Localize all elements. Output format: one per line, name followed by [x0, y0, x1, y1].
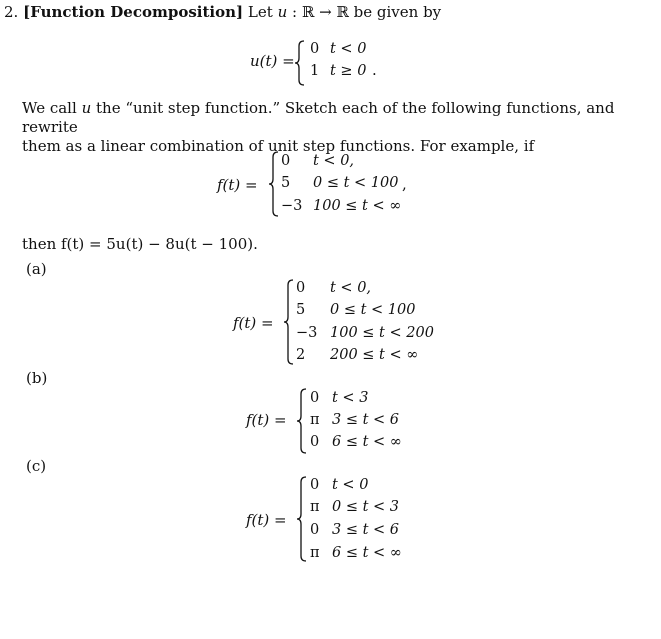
def-brace: [294, 40, 306, 86]
case-row: 2 200 ≤ t < ∞: [296, 347, 419, 363]
case-row: 0 6 ≤ t < ∞: [310, 434, 402, 450]
def-case-row: 0 t < 0: [310, 41, 367, 57]
def-case-row: 1 t ≥ 0: [310, 63, 367, 79]
then-line: then f(t) = 5u(t) − 8u(t − 100).: [22, 235, 258, 253]
example-lhs: f(t) =: [217, 176, 258, 194]
intro-map: : ℝ → ℝ: [292, 3, 349, 21]
paragraph-line-2: them as a linear combination of unit step functions. For example, if: [22, 137, 535, 155]
part-lhs: f(t) =: [233, 314, 274, 332]
case-row: π 6 ≤ t < ∞: [310, 545, 402, 561]
example-brace: [268, 151, 280, 217]
problem-title: [Function Decomposition]: [23, 3, 244, 21]
part-lhs: f(t) =: [246, 511, 287, 529]
example-case-row: −3 100 ≤ t < ∞: [281, 198, 402, 214]
part-label: (b): [26, 369, 48, 387]
example-trail: ,: [402, 175, 407, 193]
problem-header: [4, 3, 441, 21]
example-case-row: 5 0 ≤ t < 100: [281, 175, 399, 191]
part-a-brace: [283, 279, 295, 365]
problem-number: 2.: [4, 3, 19, 21]
part-label: (c): [26, 457, 47, 475]
case-row: 0 t < 0: [310, 477, 369, 493]
part-lhs: f(t) =: [246, 411, 287, 429]
case-row: π 0 ≤ t < 3: [310, 499, 400, 515]
case-row: −3 100 ≤ t < 200: [296, 325, 434, 341]
def-lhs: u(t) =: [250, 52, 295, 70]
intro-text-a: Let: [247, 3, 273, 21]
part-b-brace: [296, 388, 308, 454]
intro-text-b: be given by: [353, 3, 442, 21]
case-row: π 3 ≤ t < 6: [310, 412, 400, 428]
description-paragraph: [22, 99, 622, 156]
intro-u: u: [277, 3, 288, 21]
part-label: (a): [26, 260, 47, 278]
example-case-row: 0 t < 0,: [281, 153, 355, 169]
case-row: 5 0 ≤ t < 100: [296, 302, 416, 318]
part-c-brace: [296, 476, 308, 562]
case-row: 0 t < 0,: [296, 280, 372, 296]
case-row: 0 3 ≤ t < 6: [310, 522, 400, 538]
case-row: 0 t < 3: [310, 390, 369, 406]
def-trail: .: [372, 61, 377, 79]
paragraph-line-1: We call u the “unit step function.” Sketch each of the following functions, and rewrite: [22, 99, 615, 136]
